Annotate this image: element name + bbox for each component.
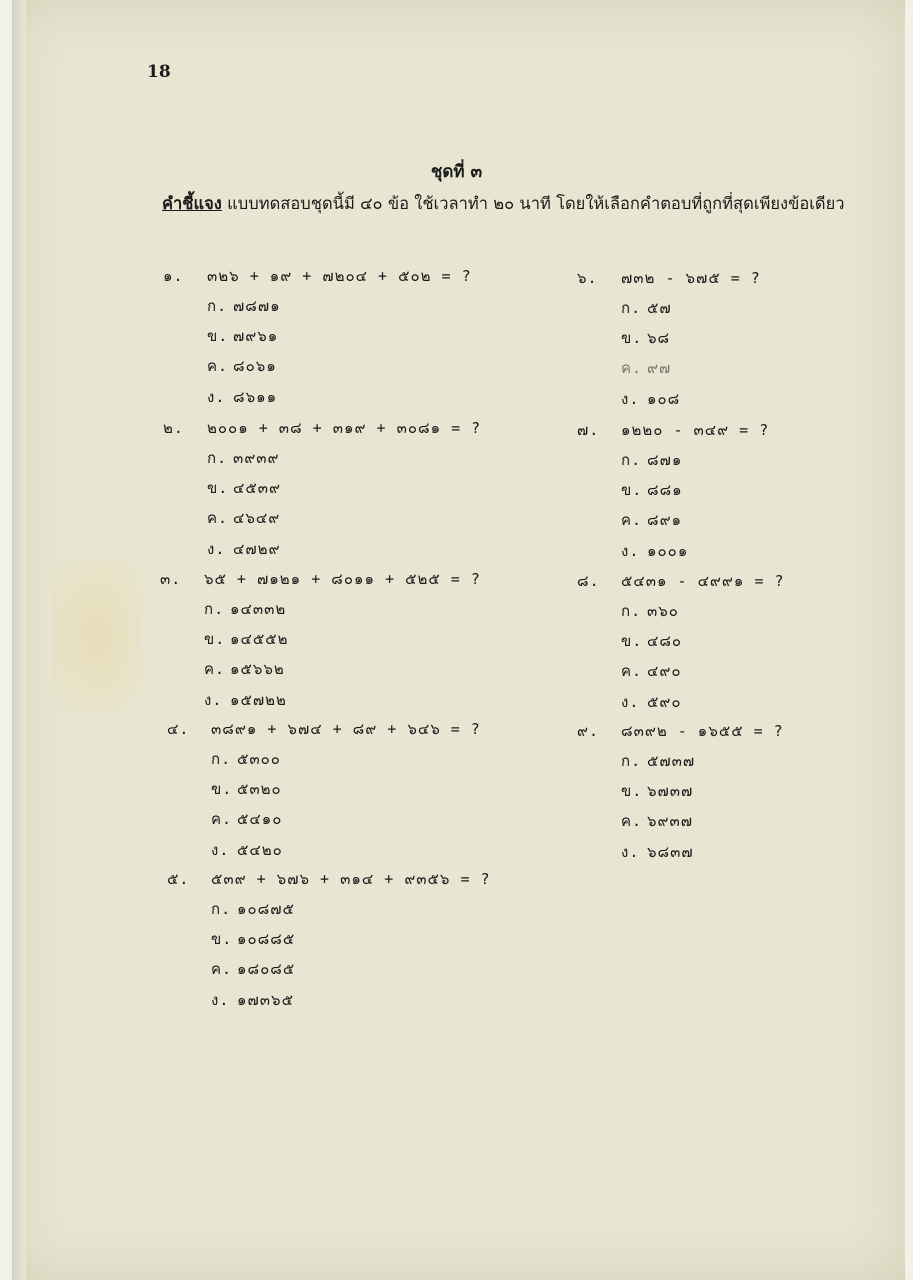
instructions — [162, 191, 845, 217]
choice-c[interactable]: ค. ๔๖๔๙ — [207, 509, 281, 528]
set-title: ชุดที่ ๓ — [430, 162, 483, 182]
choice-d[interactable]: ง. ๑๐๘ — [621, 389, 681, 408]
choice-a[interactable]: ก. ๘๗๑ — [621, 451, 683, 469]
choice-b[interactable]: ข. ๖๗๓๗ — [621, 782, 694, 801]
question-4 — [167, 719, 481, 870]
question-9 — [577, 721, 784, 872]
instructions-text: แบบทดสอบชุดนี้มี ๔๐ ข้อ ใช้เวลาทำ ๒๐ นาที โดยให้เลือกคำตอบที่ถูกที่สุดเพียงข้อเดียว — [227, 194, 845, 213]
choice-d[interactable]: ง. ๕๙๐ — [621, 692, 682, 711]
question-6 — [577, 268, 761, 419]
question-number: ๘. — [577, 572, 600, 590]
choice-d[interactable]: ง. ๖๘๓๗ — [621, 842, 694, 861]
choice-b[interactable]: ข. ๘๘๑ — [621, 481, 683, 500]
question-expression: ๕๓๙ + ๖๗๖ + ๓๑๔ + ๙๓๕๖ = ? — [211, 870, 491, 888]
choice-b[interactable]: ข. ๗๙๖๑ — [207, 327, 279, 346]
choice-a[interactable]: ก. ๕๗๓๗ — [621, 752, 696, 770]
paper-stain — [52, 560, 142, 710]
choice-c[interactable]: ค. ๙๗ — [621, 359, 672, 378]
choice-b[interactable]: ข. ๑๔๕๕๒ — [204, 630, 289, 649]
instructions-label: คำชี้แจง — [162, 194, 222, 213]
choice-a[interactable]: ก. ๕๓๐๐ — [211, 750, 281, 768]
choice-c[interactable]: ค. ๔๙๐ — [621, 662, 682, 681]
question-expression: ๓๘๙๑ + ๖๗๔ + ๘๙ + ๖๔๖ = ? — [211, 720, 481, 738]
choice-d[interactable]: ง. ๘๖๑๑ — [207, 387, 278, 406]
choice-a[interactable]: ก. ๗๘๗๑ — [207, 297, 281, 315]
question-2 — [163, 418, 481, 569]
question-expression: ๑๒๒๐ - ๓๔๙ = ? — [621, 421, 770, 439]
question-number: ๕. — [167, 870, 190, 888]
choice-c[interactable]: ค. ๕๔๑๐ — [211, 810, 283, 829]
question-number: ๒. — [163, 419, 184, 437]
question-3 — [160, 569, 481, 720]
page-edge-shadow — [12, 0, 26, 1280]
choice-d[interactable]: ง. ๑๐๐๑ — [621, 541, 689, 560]
choice-c[interactable]: ค. ๖๙๓๗ — [621, 812, 694, 831]
question-number: ๑. — [163, 267, 184, 285]
question-expression: ๕๔๓๑ - ๔๙๙๑ = ? — [621, 572, 785, 590]
choice-c[interactable]: ค. ๘๙๑ — [621, 511, 683, 530]
choice-a[interactable]: ก. ๓๙๓๙ — [207, 449, 280, 467]
choice-a[interactable]: ก. ๕๗ — [621, 299, 672, 317]
question-number: ๖. — [577, 269, 598, 287]
choice-c[interactable]: ค. ๘๐๖๑ — [207, 357, 277, 376]
question-expression: ๘๓๙๒ - ๑๖๕๕ = ? — [621, 722, 784, 740]
page-number: 18 — [147, 62, 171, 82]
choice-d[interactable]: ง. ๔๗๒๙ — [207, 539, 281, 558]
choice-d[interactable]: ง. ๕๔๒๐ — [211, 840, 283, 859]
choice-c[interactable]: ค. ๑๘๐๘๕ — [211, 960, 296, 979]
question-expression: ๓๒๖ + ๑๙ + ๗๒๐๔ + ๕๐๒ = ? — [207, 267, 472, 285]
question-number: ๙. — [577, 722, 600, 740]
question-expression: ๒๐๐๑ + ๓๘ + ๓๑๙ + ๓๐๘๑ = ? — [207, 419, 482, 437]
question-8 — [577, 571, 785, 722]
choice-b[interactable]: ข. ๖๘ — [621, 329, 671, 348]
question-7 — [577, 420, 769, 571]
question-number: ๓. — [160, 570, 182, 588]
choice-b[interactable]: ข. ๑๐๘๘๕ — [211, 930, 296, 949]
question-number: ๗. — [577, 421, 600, 439]
question-expression: ๗๓๒ - ๖๗๕ = ? — [621, 269, 761, 287]
choice-c[interactable]: ค. ๑๕๖๖๒ — [204, 660, 285, 679]
question-expression: ๖๕ + ๗๑๒๑ + ๘๐๑๑ + ๕๒๕ = ? — [204, 570, 481, 588]
question-5 — [167, 869, 491, 1020]
choice-a[interactable]: ก. ๓๖๐ — [621, 602, 679, 620]
choice-d[interactable]: ง. ๑๗๓๖๕ — [211, 990, 294, 1009]
question-1 — [163, 266, 472, 417]
choice-b[interactable]: ข. ๔๕๓๙ — [207, 479, 281, 498]
choice-b[interactable]: ข. ๕๓๒๐ — [211, 780, 282, 799]
choice-a[interactable]: ก. ๑๐๘๗๕ — [211, 900, 295, 918]
choice-d[interactable]: ง. ๑๕๗๒๒ — [204, 690, 287, 709]
choice-b[interactable]: ข. ๔๘๐ — [621, 632, 683, 651]
question-number: ๔. — [167, 720, 190, 738]
choice-a[interactable]: ก. ๑๔๓๓๒ — [204, 600, 287, 618]
